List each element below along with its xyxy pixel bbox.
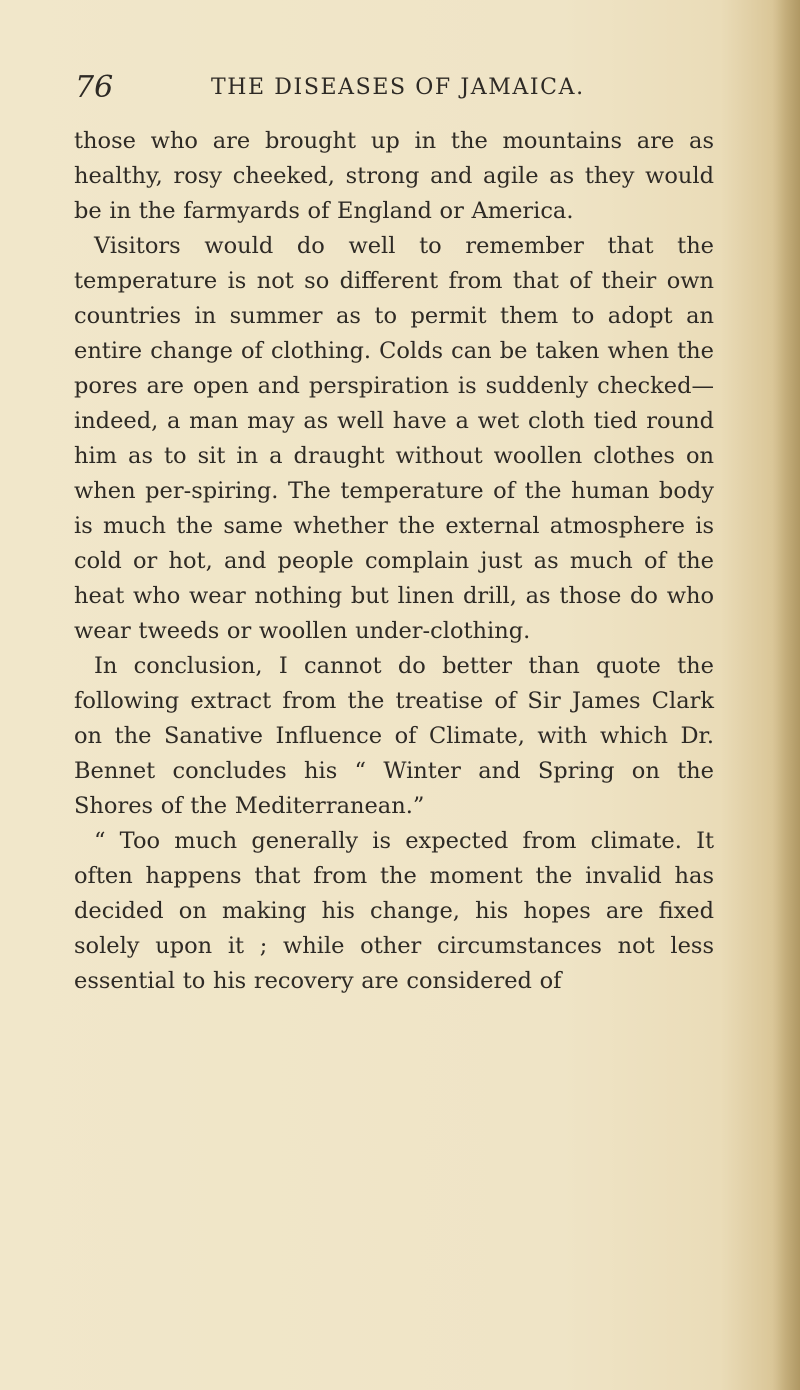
paragraph-4: “ Too much generally is expected from climate. It often happens that from the moment the invalid has decided on making his change, his hopes are fixed solely upon it ; while other circumstances not less essential to his recovery are considered of (74, 828, 714, 994)
running-title: THE DISEASES OF JAMAICA. (211, 75, 585, 100)
paragraph-2: Visitors would do well to remember that the temperature is not so different from that of their own countries in summer as to permit them to adopt an entire change of clothing. Colds can be taken when the pores are open and perspiration is suddenly checked—indeed, a man may as well have a wet cloth tied round him as to sit in a draught without woollen clothes on when per-spiring. The temperature of the human body is much the same whether the external atmosphere is cold or hot, and people complain just as much of the heat who wear nothing but linen drill, as those do who wear tweeds or woollen under-clothing. (74, 233, 714, 644)
paragraph-1: those who are brought up in the mountains are as healthy, rosy cheeked, strong and agile as they would be in the farmyards of England or America. (74, 128, 714, 224)
paragraph-3: In conclusion, I cannot do better than quote the following extract from the treatise of Sir James Clark on the Sanative Influence of Climate, with which Dr. Bennet concludes his “ Winter and Spring on the Shores of the Mediterranean.” (74, 653, 714, 819)
page-number: 76 (75, 70, 114, 105)
body-text (74, 124, 714, 999)
page-edge-shadow (772, 0, 800, 1390)
page-header (75, 70, 725, 110)
